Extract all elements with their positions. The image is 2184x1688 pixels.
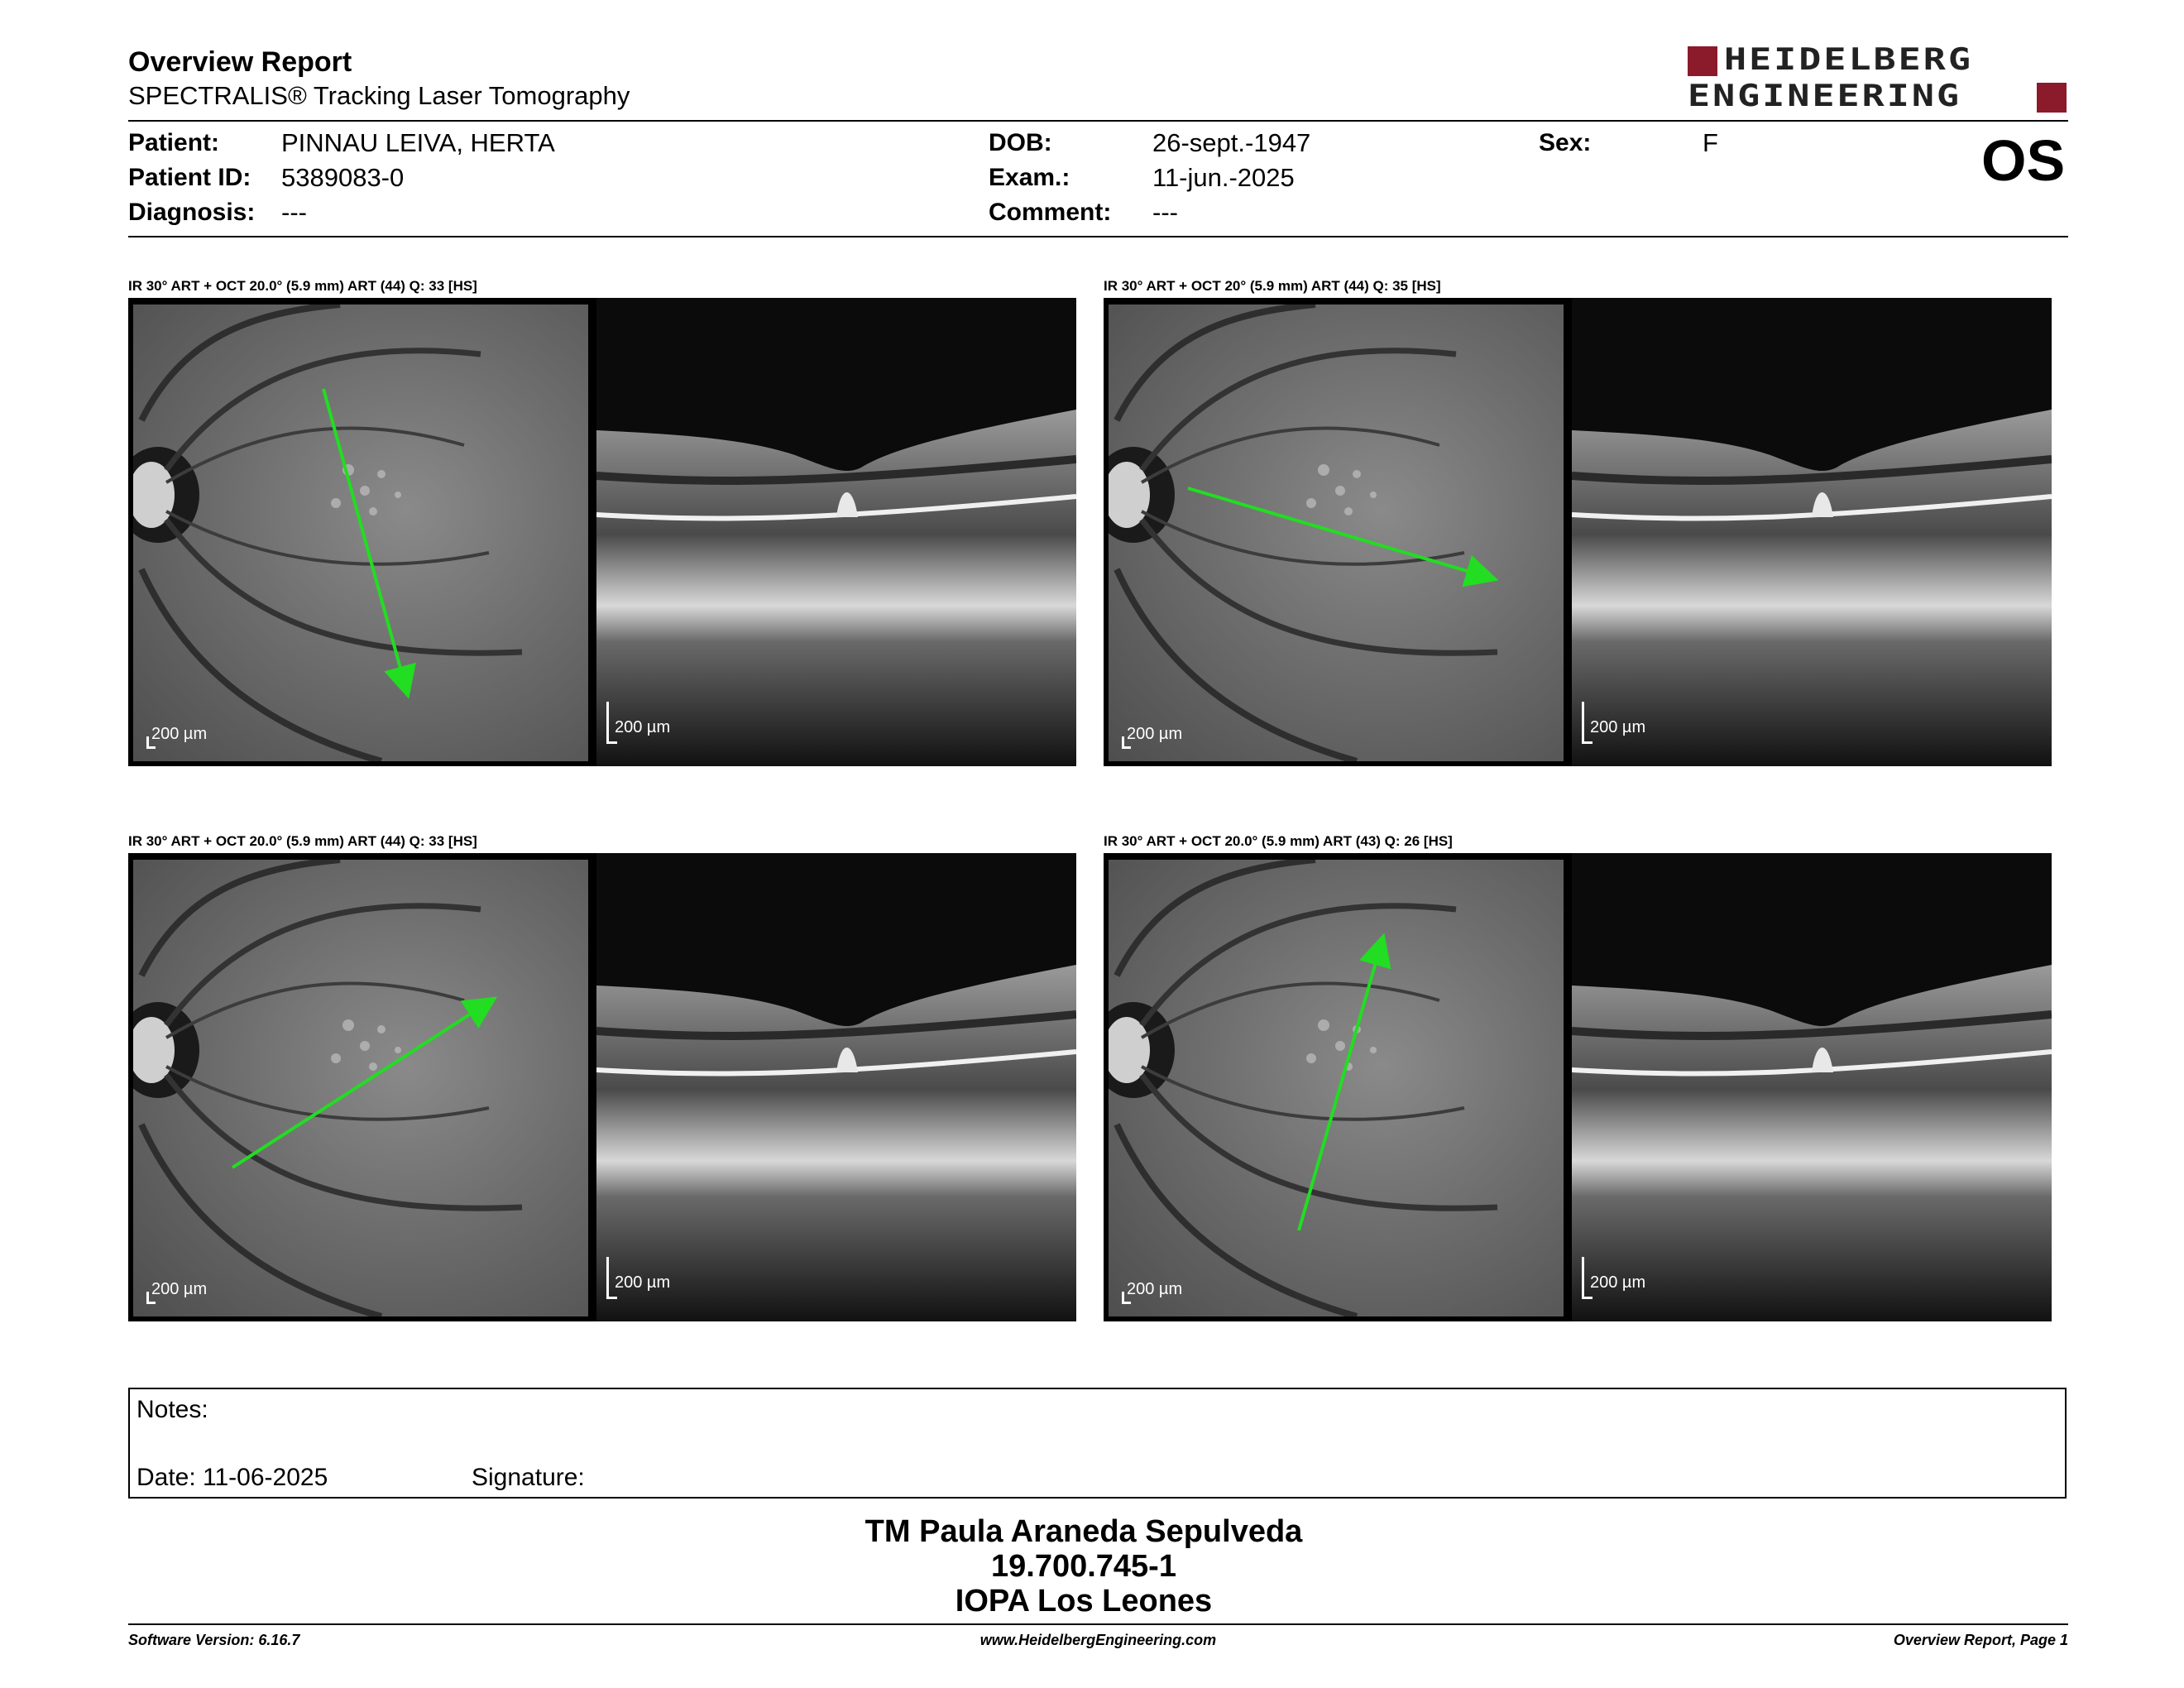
- oct-bscan-image: [596, 853, 1076, 1321]
- report-subtitle: SPECTRALIS® Tracking Laser Tomography: [128, 81, 630, 110]
- signer-id: 19.700.745-1: [991, 1549, 1176, 1584]
- patient-name: PINNAU LEIVA, HERTA: [281, 128, 555, 157]
- fundus-image: [133, 860, 588, 1316]
- software-version: Software Version: 6.16.7: [128, 1632, 300, 1648]
- fundus-image: [133, 305, 588, 761]
- scan-panel: [1104, 853, 2052, 1321]
- oct-bscan-image: [1572, 298, 2052, 766]
- fundus-scale-label: 200 µm: [1127, 725, 1183, 743]
- header-divider: [128, 120, 2068, 122]
- comment-value: ---: [1152, 198, 1178, 227]
- panel-caption: IR 30° ART + OCT 20.0° (5.9 mm) ART (44) Q: 33 [HS]: [128, 833, 477, 849]
- oct-bscan-image: [1572, 853, 2052, 1321]
- diagnosis-label: Diagnosis:: [128, 199, 256, 226]
- oct-bscan-image: [596, 298, 1076, 766]
- signature-label: Signature:: [472, 1464, 585, 1491]
- eye-indicator: OS: [1981, 128, 2066, 193]
- diagnosis-value: ---: [281, 198, 307, 227]
- footer-divider: [128, 1623, 2068, 1625]
- patient-id-label: Patient ID:: [128, 164, 251, 191]
- oct-scale-label: 200 µm: [615, 718, 671, 736]
- exam-value: 11-jun.-2025: [1152, 163, 1295, 192]
- scan-panel: [128, 853, 1076, 1321]
- website: www.HeidelbergEngineering.com: [979, 1632, 1217, 1648]
- sex-label: Sex:: [1539, 129, 1592, 156]
- logo-text-line1: HEIDELBERG: [1724, 41, 1973, 77]
- patient-divider: [128, 236, 2068, 237]
- panel-caption: IR 30° ART + OCT 20.0° (5.9 mm) ART (43) Q: 26 [HS]: [1104, 833, 1453, 849]
- logo-text-line2: ENGINEERING: [1688, 77, 1962, 113]
- fundus-scale-label: 200 µm: [1127, 1280, 1183, 1298]
- patient-id: 5389083-0: [281, 163, 405, 192]
- oct-scale-label: 200 µm: [1590, 1273, 1646, 1292]
- patient-label: Patient:: [128, 129, 220, 156]
- fundus-image: [1109, 860, 1564, 1316]
- notes-label: Notes:: [136, 1396, 208, 1423]
- oct-scale-label: 200 µm: [1590, 718, 1646, 736]
- exam-label: Exam.:: [989, 164, 1070, 191]
- oct-scale-label: 200 µm: [615, 1273, 671, 1292]
- comment-label: Comment:: [989, 199, 1112, 226]
- heidelberg-logo: [1688, 41, 2068, 116]
- dob-label: DOB:: [989, 129, 1052, 156]
- signer-name: TM Paula Araneda Sepulveda: [864, 1514, 1303, 1549]
- scan-panel: [1104, 298, 2052, 766]
- scan-direction-arrow: [1299, 942, 1382, 1230]
- fundus-scale-label: 200 µm: [151, 1280, 208, 1298]
- scan-panel: [128, 298, 1076, 766]
- scan-direction-arrow: [232, 1002, 489, 1168]
- report-title: Overview Report: [128, 46, 352, 78]
- fundus-image: [1109, 305, 1564, 761]
- panel-caption: IR 30° ART + OCT 20.0° (5.9 mm) ART (44) Q: 33 [HS]: [128, 278, 477, 294]
- page-number: Overview Report, Page 1: [1893, 1632, 2068, 1648]
- date-label: Date: 11-06-2025: [136, 1464, 328, 1491]
- panel-caption: IR 30° ART + OCT 20° (5.9 mm) ART (44) Q: 35 [HS]: [1104, 278, 1441, 294]
- fundus-scale-label: 200 µm: [151, 725, 208, 743]
- dob-value: 26-sept.-1947: [1152, 128, 1311, 157]
- sex-value: F: [1703, 128, 1718, 157]
- notes-box: [128, 1388, 2067, 1499]
- signer-institution: IOPA Los Leones: [955, 1584, 1213, 1618]
